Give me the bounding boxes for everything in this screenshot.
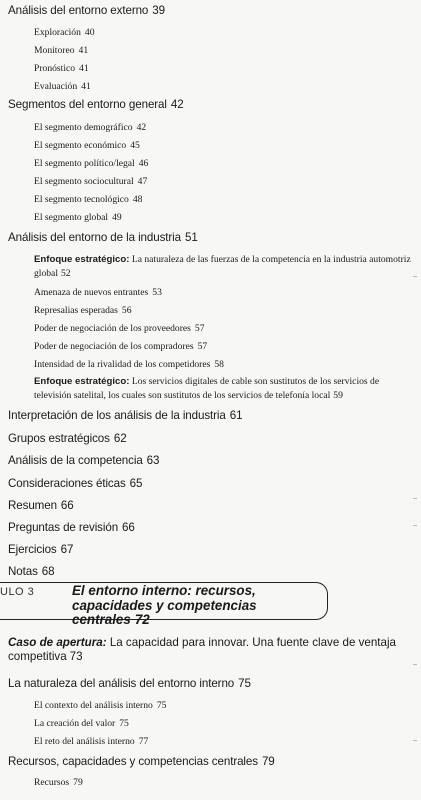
- page-number: 48: [132, 194, 143, 205]
- entry-title: Recursos, capacidades y competencias centrales: [8, 755, 258, 768]
- entry-title: La naturaleza del análisis del entorno interno: [8, 677, 235, 690]
- page-number: 65: [129, 477, 143, 490]
- toc-entry-recursos: [34, 777, 83, 789]
- entry-title: El segmento sociocultural: [34, 176, 134, 187]
- entry-title: Interpretación de los análisis de la industria: [8, 409, 226, 422]
- entry-title: Represalias esperadas: [34, 305, 118, 316]
- entry-title: El segmento tecnológico: [34, 194, 129, 205]
- page-number: 62: [113, 432, 127, 445]
- entry-label: Enfoque estratégico:: [34, 376, 130, 387]
- toc-entry-enfoque-estrategico-1: [34, 253, 416, 281]
- toc-entry-creacion: [34, 718, 129, 730]
- toc-entry-seg-global: [34, 212, 122, 224]
- toc-entry-contexto: [34, 700, 166, 712]
- page-number: 75: [238, 677, 251, 690]
- page-number: 52: [60, 268, 71, 279]
- entry-title: Amenaza de nuevos entrantes: [34, 287, 149, 298]
- toc-entry-intensidad: [34, 359, 224, 371]
- toc-entry-interpretacion: [8, 409, 242, 423]
- scan-edge-mark: [413, 664, 417, 665]
- entry-title: Poder de negociación de los proveedores: [34, 323, 191, 334]
- page-number: 41: [81, 81, 91, 92]
- entry-title: La naturaleza de las fuerzas de la competencia en la industria automotriz global: [34, 254, 411, 279]
- entry-title: El segmento político/legal: [34, 158, 135, 169]
- page-number: 79: [73, 777, 83, 788]
- toc-entry-recursos-capacidades: [8, 755, 275, 769]
- page-number: 42: [136, 122, 147, 133]
- page-number: 42: [170, 98, 184, 111]
- chapter-title-text: El entorno interno: recursos, capacidades y competencias centrales: [72, 583, 257, 627]
- page-number: 79: [261, 755, 275, 768]
- toc-entry-naturaleza: [8, 677, 251, 691]
- entry-title: Notas: [8, 565, 38, 578]
- toc-entry-analisis-industria: [8, 231, 198, 245]
- entry-title: Evaluación: [34, 81, 78, 92]
- page-number: 51: [185, 231, 198, 244]
- page-number: 63: [146, 454, 160, 467]
- toc-entry-exploracion: [34, 27, 94, 39]
- scan-edge-mark: [413, 740, 417, 741]
- toc-entry-analisis-externo: [8, 4, 165, 18]
- entry-title: El contexto del análisis interno: [34, 700, 153, 711]
- entry-title: Pronóstico: [34, 63, 76, 74]
- page-number: 77: [138, 736, 149, 747]
- page-number: 57: [197, 341, 208, 352]
- entry-title: Monitoreo: [34, 45, 75, 56]
- scan-edge-mark: [413, 276, 417, 277]
- toc-entry-eticas: [8, 477, 142, 491]
- entry-title: Intensidad de la rivalidad de los competidores: [34, 359, 211, 370]
- page-number: 41: [79, 63, 89, 74]
- page-number: 67: [60, 543, 74, 556]
- page-number: 61: [229, 409, 243, 422]
- page-number: 41: [78, 45, 89, 56]
- page-number: 46: [138, 158, 149, 169]
- page-number: 47: [137, 176, 148, 187]
- entry-title: Grupos estratégicos: [8, 432, 110, 445]
- toc-entry-seg-economico: [34, 140, 140, 152]
- entry-title: Resumen: [8, 499, 57, 512]
- entry-title: Análisis del entorno de la industria: [8, 231, 181, 244]
- entry-title: La creación del valor: [34, 718, 116, 729]
- entry-title: El segmento económico: [34, 140, 127, 151]
- page-number: 56: [121, 305, 132, 316]
- page-number: 49: [112, 212, 122, 223]
- toc-entry-enfoque-estrategico-2: [34, 375, 416, 403]
- entry-title: Preguntas de revisión: [8, 521, 119, 534]
- toc-entry-poder-proveedores: [34, 323, 205, 335]
- page-number: 73: [69, 650, 83, 663]
- entry-label: Enfoque estratégico:: [34, 254, 130, 265]
- toc-entry-seg-tecnologico: [34, 194, 142, 206]
- page-number: 53: [152, 287, 162, 298]
- page-number: 45: [130, 140, 140, 151]
- toc-entry-grupos: [8, 432, 127, 446]
- page-number: 58: [214, 359, 224, 370]
- chapter-title: [72, 584, 322, 628]
- entry-title: Exploración: [34, 27, 81, 38]
- toc-entry-amenaza: [34, 287, 162, 299]
- toc-entry-competencia: [8, 454, 159, 468]
- page-number: 68: [41, 565, 55, 578]
- entry-title: Poder de negociación de los compradores: [34, 341, 194, 352]
- entry-title: El segmento demográfico: [34, 122, 133, 133]
- toc-entry-represalias: [34, 305, 132, 317]
- entry-title: Los servicios digitales de cable son sustitutos de los servicios de televisión satelital, los cuales son sustitutos de los servicios de telefonía local: [34, 376, 380, 401]
- entry-title: El reto del análisis interno: [34, 736, 135, 747]
- toc-entry-segmentos: [8, 98, 184, 112]
- page-number: 66: [122, 521, 135, 534]
- page-number: 57: [194, 323, 205, 334]
- toc-entry-reto: [34, 736, 148, 748]
- toc-entry-evaluacion: [34, 81, 91, 93]
- page-number: 66: [60, 499, 74, 512]
- page-number: 59: [333, 390, 343, 401]
- entry-title: Consideraciones éticas: [8, 477, 126, 490]
- toc-entry-seg-sociocultural: [34, 176, 147, 188]
- scan-edge-mark: [413, 498, 417, 499]
- page-number: 40: [84, 27, 95, 38]
- toc-entry-ejercicios: [8, 543, 73, 557]
- entry-title: Ejercicios: [8, 543, 57, 556]
- entry-label: Caso de apertura:: [8, 636, 107, 649]
- toc-entry-monitoreo: [34, 45, 88, 57]
- toc-entry-seg-demografico: [34, 122, 146, 134]
- entry-title: Recursos: [34, 777, 70, 788]
- scan-edge-mark: [413, 525, 417, 526]
- toc-entry-preguntas: [8, 521, 135, 535]
- entry-title: Análisis del entorno externo: [8, 4, 149, 17]
- entry-title: Segmentos del entorno general: [8, 98, 167, 111]
- page-number: 75: [119, 718, 129, 729]
- page-number: 72: [134, 612, 150, 627]
- entry-title: El segmento global: [34, 212, 109, 223]
- toc-entry-poder-compradores: [34, 341, 207, 353]
- chapter-number: ULO 3: [0, 586, 35, 598]
- entry-title: La capacidad para innovar. Una fuente clave de ventaja competitiva: [8, 636, 396, 663]
- page-number: 75: [156, 700, 167, 711]
- toc-entry-caso-apertura: [8, 636, 408, 664]
- toc-entry-notas: [8, 565, 55, 579]
- toc-entry-resumen: [8, 499, 74, 513]
- page-number: 39: [152, 4, 165, 17]
- entry-title: Análisis de la competencia: [8, 454, 143, 467]
- toc-entry-seg-politico: [34, 158, 148, 170]
- toc-entry-pronostico: [34, 63, 89, 75]
